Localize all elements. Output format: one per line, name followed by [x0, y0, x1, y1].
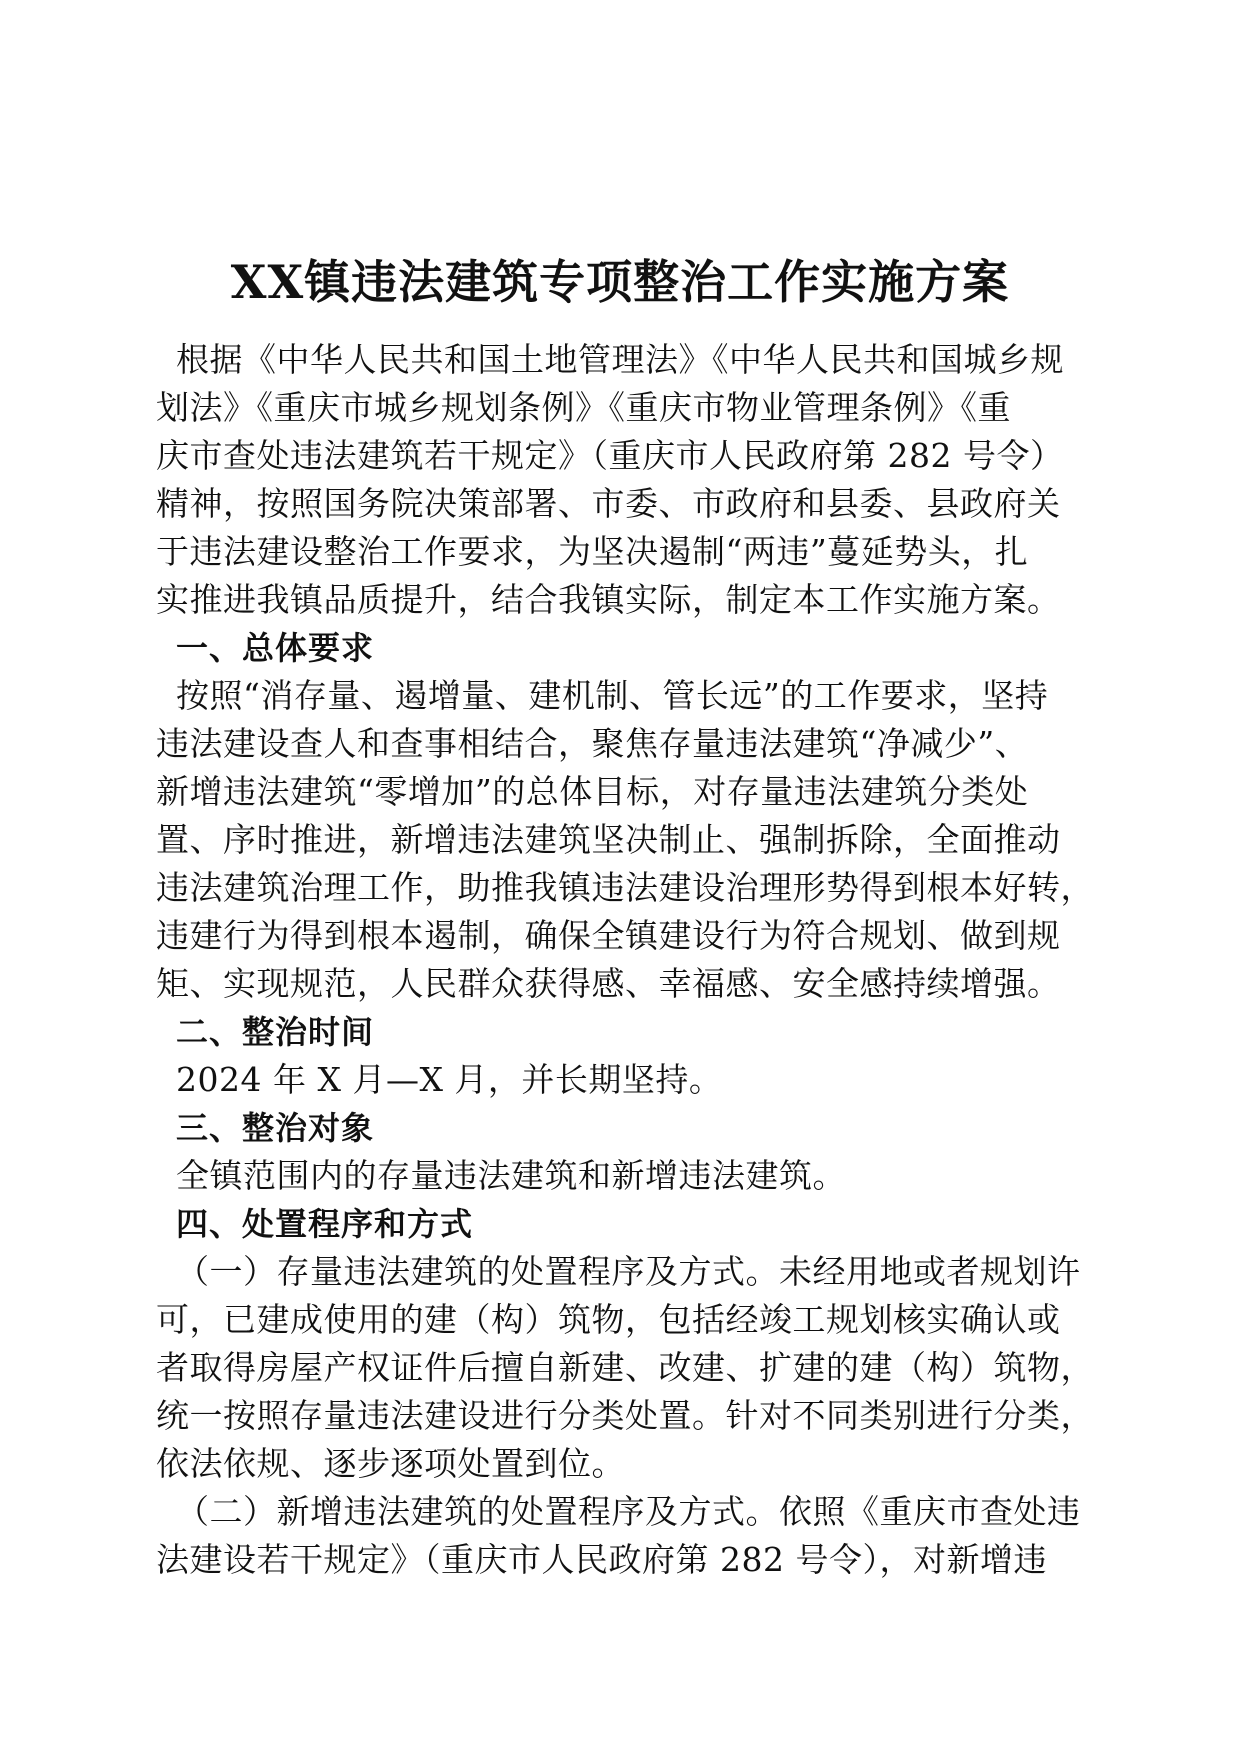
section-heading: 二、整治时间 [176, 1013, 375, 1051]
section-heading: 三、整治对象 [176, 1109, 375, 1147]
body-line: 法建设若干规定》（重庆市人民政府第 282 号令），对新增违 [156, 1540, 1047, 1579]
body-line: 违法建设查人和查事相结合，聚焦存量违法建筑“净减少”、 [156, 724, 1029, 763]
intro-line: 精神，按照国务院决策部署、市委、市政府和县委、县政府关 [156, 484, 1061, 523]
intro-line: 于违法建设整治工作要求，为坚决遏制“两违”蔓延势头，扎 [156, 532, 1029, 571]
body-line: （一）存量违法建筑的处置程序及方式。未经用地或者规划许 [176, 1252, 1081, 1291]
body-line: 2024 年 X 月—X 月，并长期坚持。 [176, 1060, 723, 1099]
body-line: 新增违法建筑“零增加”的总体目标，对存量违法建筑分类处 [156, 772, 1029, 811]
intro-line: 划法》《重庆市城乡规划条例》《重庆市物业管理条例》《重 [156, 388, 1011, 427]
body-line: 统一按照存量违法建设进行分类处置。针对不同类别进行分类， [156, 1396, 1094, 1435]
body-line: 可，已建成使用的建（构）筑物，包括经竣工规划核实确认或 [156, 1300, 1061, 1339]
section-heading: 一、总体要求 [176, 629, 375, 667]
body-line: 违建行为得到根本遏制，确保全镇建设行为符合规划、做到规 [156, 916, 1061, 955]
intro-line: 庆市查处违法建筑若干规定》（重庆市人民政府第 282 号令） [156, 436, 1064, 475]
body-line: 依法依规、逐步逐项处置到位。 [156, 1444, 625, 1483]
body-line: 置、序时推进，新增违法建筑坚决制止、强制拆除，全面推动 [156, 820, 1061, 859]
intro-line: 实推进我镇品质提升，结合我镇实际，制定本工作实施方案。 [156, 580, 1061, 619]
body-line: 全镇范围内的存量违法建筑和新增违法建筑。 [176, 1156, 846, 1195]
document-title: XX镇违法建筑专项整治工作实施方案 [230, 255, 1010, 309]
body-line: 按照“消存量、遏增量、建机制、管长远”的工作要求，坚持 [176, 676, 1049, 715]
intro-line: 根据《中华人民共和国土地管理法》《中华人民共和国城乡规 [176, 340, 1064, 379]
body-line: 违法建筑治理工作，助推我镇违法建设治理形势得到根本好转， [156, 868, 1094, 907]
body-line: 者取得房屋产权证件后擅自新建、改建、扩建的建（构）筑物， [156, 1348, 1094, 1387]
section-heading: 四、处置程序和方式 [176, 1205, 474, 1243]
body-line: 矩、实现规范，人民群众获得感、幸福感、安全感持续增强。 [156, 964, 1061, 1003]
body-line: （二）新增违法建筑的处置程序及方式。依照《重庆市查处违 [176, 1492, 1081, 1531]
